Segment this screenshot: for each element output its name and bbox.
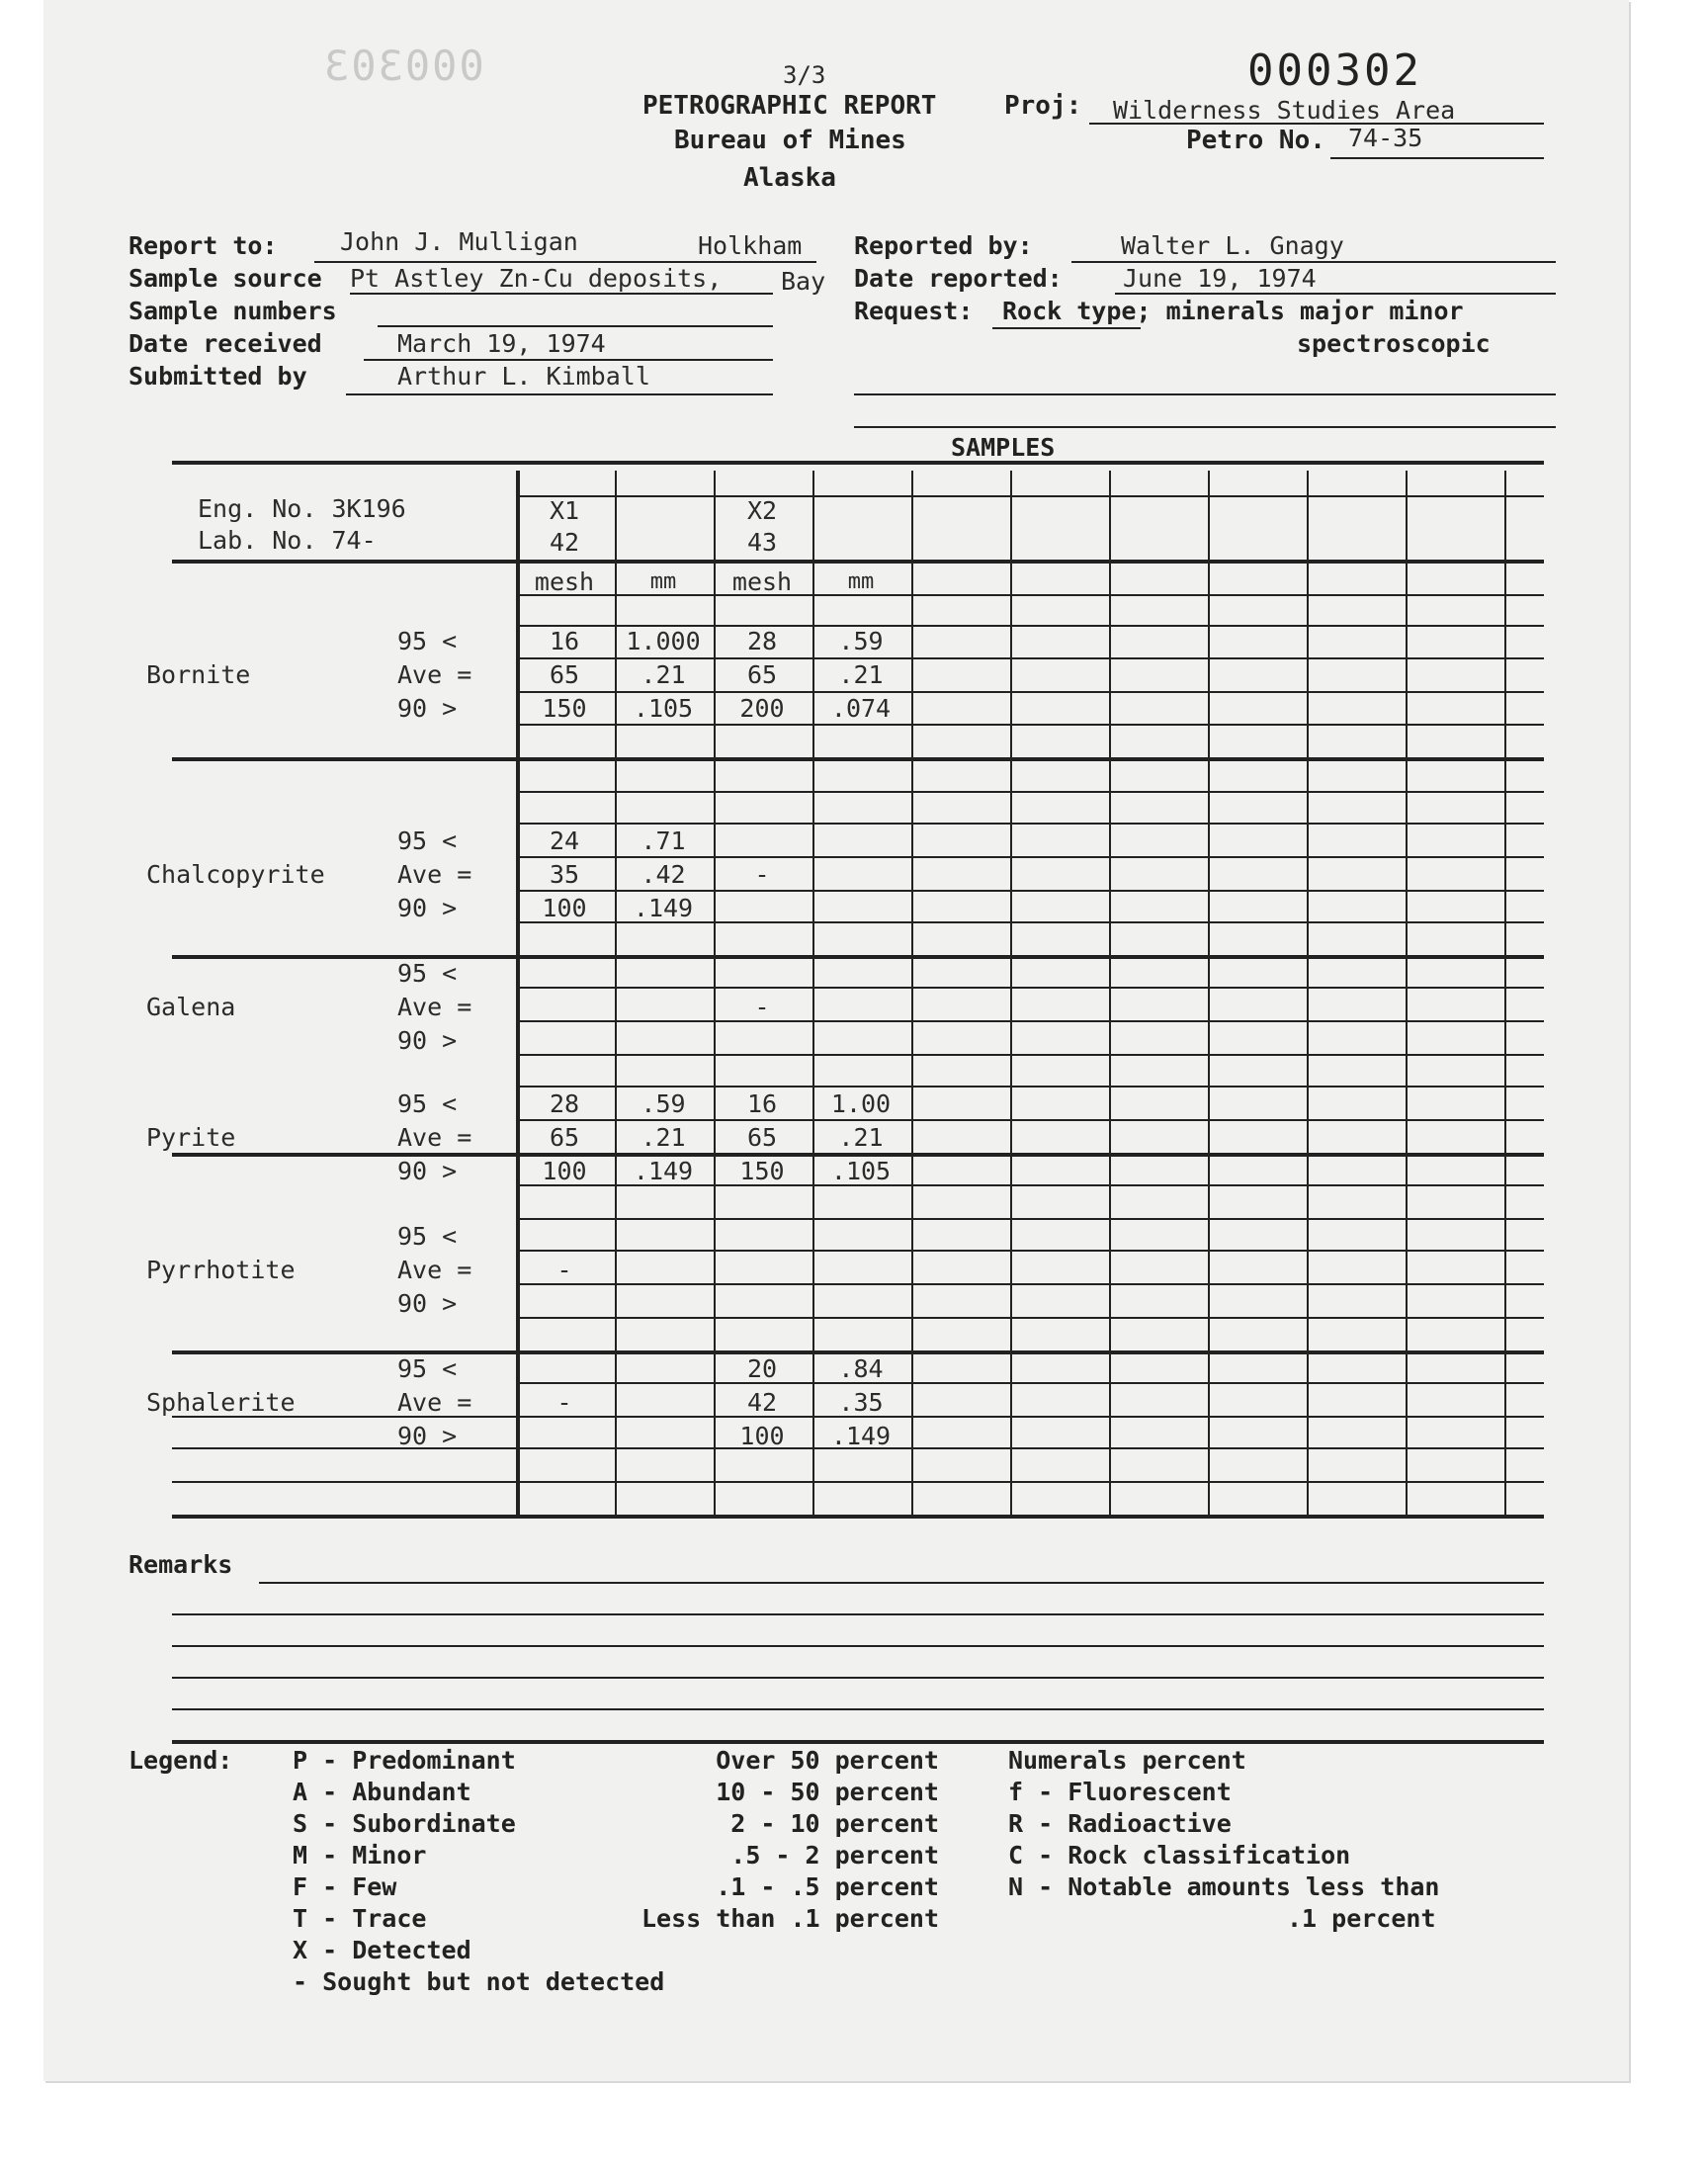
size-row-label: 90 > [397,1157,458,1185]
legend-label: Legend: [128,1746,233,1775]
table-cell: .21 [640,1123,686,1152]
sample-numbers-underline [378,325,773,327]
reported-by-underline [1071,261,1556,263]
table-cell: 20 [746,1354,778,1383]
unit-header-mm: mm [649,569,677,594]
sample-numbers-label: Sample numbers [128,297,337,325]
table-column-rule [1307,471,1309,1519]
legend-range: Over 50 percent [716,1746,939,1775]
table-rule [172,560,1544,564]
table-rule [172,955,1544,959]
table-cell: - [754,993,770,1021]
size-row-label: Ave = [397,993,472,1021]
table-cell: 24 [549,826,580,855]
unit-header-mesh: mesh [534,567,595,596]
size-row-label: 95 < [397,1222,458,1251]
table-cell: .84 [838,1354,884,1383]
legend-note: .1 percent [1287,1904,1436,1933]
unit-header-mm: mm [847,569,875,594]
submitted-by-label: Submitted by [128,362,307,391]
legend-code: M - Minor [293,1841,427,1870]
sample-source-label: Sample source [128,264,322,293]
legend-note: f - Fluorescent [1008,1778,1232,1806]
legend-range: .5 - 2 percent [730,1841,939,1870]
agency-name: Bureau of Mines [674,126,906,155]
table-cell: .149 [830,1422,892,1450]
size-row-label: 95 < [397,1089,458,1118]
sample-source-underline [350,293,773,295]
remarks-line [172,1677,1544,1679]
size-row-label: Ave = [397,1256,472,1284]
report-to-extra: Holkham [698,231,803,260]
remarks-line [172,1708,1544,1710]
sample-x1-lab: 42 [549,528,580,557]
size-row-label: 95 < [397,627,458,655]
table-rule [172,757,1544,761]
table-cell: .105 [633,694,694,723]
request-underline [992,327,1141,329]
size-row-label: Ave = [397,1123,472,1152]
table-rule [516,987,1544,989]
legend-range: Less than .1 percent [640,1904,939,1933]
report-title: PETROGRAPHIC REPORT [642,91,937,121]
ghost-doc-number: 000303 [322,42,484,90]
reported-by-label: Reported by: [854,231,1033,260]
table-cell: 100 [542,1157,587,1185]
legend-code: X - Detected [293,1936,471,1964]
table-cell: 65 [746,1123,778,1152]
legend-note: R - Radioactive [1008,1809,1232,1838]
sample-x1-eng: X1 [549,496,580,525]
table-cell: .105 [830,1157,892,1185]
table-column-rule [1504,471,1506,1519]
size-row-label: 95 < [397,826,458,855]
table-cell: .59 [838,627,884,655]
table-cell: 28 [746,627,778,655]
table-rule [516,1382,1544,1384]
proj-label: Proj: [1004,91,1082,121]
date-reported-value: June 19, 1974 [1123,264,1317,293]
table-rule [516,890,1544,892]
table-rule [516,495,1544,497]
table-rule [516,791,1544,793]
sample-source-value: Pt Astley Zn-Cu deposits, [350,264,723,293]
mineral-name: Sphalerite [146,1388,296,1417]
table-cell: - [556,1388,572,1417]
legend-range: 10 - 50 percent [716,1778,939,1806]
table-rule [172,1481,1544,1483]
size-row-label: 90 > [397,1422,458,1450]
size-row-label: 90 > [397,894,458,922]
table-cell: - [556,1256,572,1284]
date-reported-label: Date reported: [854,264,1063,293]
legend-code: P - Predominant [293,1746,516,1775]
petro-value: 74-35 [1348,124,1423,152]
table-cell: 42 [746,1388,778,1417]
table-rule [172,461,1544,465]
document-sheet [43,0,1629,2081]
remarks-line [172,1740,1544,1744]
table-cell: 28 [549,1089,580,1118]
table-cell: .149 [633,894,694,922]
mineral-name: Bornite [146,660,251,689]
submitted-by-underline [346,393,773,395]
size-row-label: 90 > [397,694,458,723]
table-cell: 200 [739,694,785,723]
proj-value: Wilderness Studies Area [1113,96,1456,125]
table-cell: 1.000 [626,627,701,655]
size-row-label: 95 < [397,959,458,988]
table-cell: .074 [830,694,892,723]
unit-header-mesh: mesh [731,567,793,596]
table-cell: .21 [838,660,884,689]
date-received-underline [364,359,773,361]
table-cell: 100 [739,1422,785,1450]
remarks-line [259,1582,1544,1584]
table-column-rule [1109,471,1111,1519]
table-cell: .35 [838,1388,884,1417]
submitted-by-value: Arthur L. Kimball [397,362,650,391]
table-column-rule [1010,471,1012,1519]
remarks-line [172,1645,1544,1647]
request-value-continued: spectroscopic [1297,329,1491,358]
table-cell: 16 [746,1089,778,1118]
petro-label: Petro No. [1186,126,1325,155]
table-rule [516,1317,1544,1319]
table-rule [516,1086,1544,1088]
request-value: Rock type; minerals major minor [1002,297,1464,325]
request-line-2 [854,426,1556,428]
table-rule [516,1218,1544,1220]
size-row-label: 90 > [397,1289,458,1318]
legend-code: S - Subordinate [293,1809,516,1838]
mineral-name: Galena [146,993,236,1021]
size-row-label: Ave = [397,660,472,689]
table-rule [516,691,1544,693]
table-rule [516,1283,1544,1285]
proj-underline [1089,123,1544,125]
doc-number: 000302 [1247,45,1422,96]
table-rule [516,1020,1544,1022]
mineral-name: Chalcopyrite [146,860,325,889]
mineral-name: Pyrrhotite [146,1256,296,1284]
table-cell: .149 [633,1157,694,1185]
size-row-label: Ave = [397,860,472,889]
table-column-rule [911,471,913,1519]
eng-no-label: Eng. No. 3K196 [198,494,406,523]
table-rule [516,724,1544,726]
remarks-line [172,1613,1544,1615]
table-rule [516,1054,1544,1056]
date-received-label: Date received [128,329,322,358]
table-cell: 35 [549,860,580,889]
legend-code: T - Trace [293,1904,427,1933]
table-cell: .21 [838,1123,884,1152]
table-cell: 16 [549,627,580,655]
legend-code: A - Abundant [293,1778,471,1806]
size-row-label: 95 < [397,1354,458,1383]
size-row-label: Ave = [397,1388,472,1417]
sample-x2-eng: X2 [746,496,778,525]
table-cell: .21 [640,660,686,689]
date-reported-underline [1115,293,1556,295]
request-label: Request: [854,297,974,325]
table-rule [516,594,1544,596]
report-to-value: John J. Mulligan [340,227,578,256]
table-cell: 65 [746,660,778,689]
page-number: 3/3 [783,61,826,89]
legend-code: - Sought but not detected [293,1967,665,1996]
reported-by-value: Walter L. Gnagy [1121,231,1344,260]
legend-note: C - Rock classification [1008,1841,1351,1870]
table-column-rule [1406,471,1408,1519]
table-cell: 65 [549,660,580,689]
table-cell: 150 [739,1157,785,1185]
table-cell: - [754,860,770,889]
table-rule [516,823,1544,825]
table-rule [516,657,1544,659]
sample-x2-lab: 43 [746,528,778,557]
legend-range: .1 - .5 percent [716,1872,939,1901]
mineral-name: Pyrite [146,1123,236,1152]
legend-code: F - Few [293,1872,397,1901]
report-to-underline [314,261,816,263]
sample-source-extra: Bay [781,267,826,296]
table-rule [516,1250,1544,1252]
region-name: Alaska [743,163,836,193]
table-cell: 150 [542,694,587,723]
date-received-value: March 19, 1974 [397,329,606,358]
size-row-label: 90 > [397,1026,458,1055]
table-cell: 1.00 [830,1089,892,1118]
table-rule [172,1515,1544,1519]
table-rule [516,856,1544,858]
table-cell: 100 [542,894,587,922]
lab-no-label: Lab. No. 74- [198,526,377,555]
report-to-label: Report to: [128,231,278,260]
legend-range: 2 - 10 percent [730,1809,939,1838]
samples-label: SAMPLES [951,433,1056,462]
remarks-label: Remarks [128,1550,233,1579]
table-cell: 65 [549,1123,580,1152]
legend-note: N - Notable amounts less than [1008,1872,1440,1901]
table-cell: .71 [640,826,686,855]
table-cell: .59 [640,1089,686,1118]
table-column-rule [1208,471,1210,1519]
table-cell: .42 [640,860,686,889]
legend-note: Numerals percent [1008,1746,1246,1775]
table-rule [516,1119,1544,1121]
request-line-1 [854,393,1556,395]
petro-underline [1330,157,1544,159]
